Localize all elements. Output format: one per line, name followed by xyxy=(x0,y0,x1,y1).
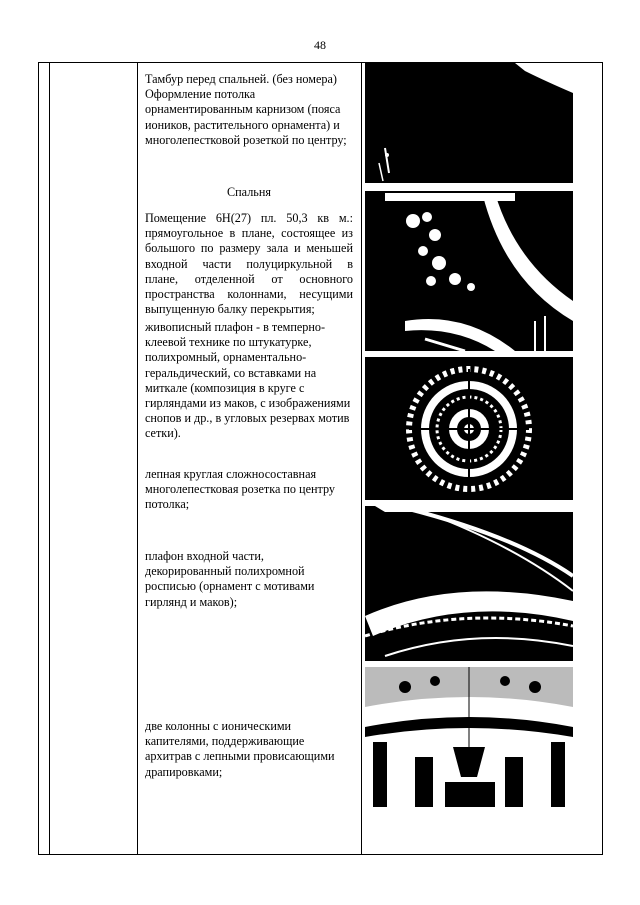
photo-ceiling-rosette xyxy=(365,357,573,500)
photo-bedroom-ceiling-corner xyxy=(365,191,573,351)
bedroom-heading: Спальня xyxy=(227,185,271,199)
column-divider xyxy=(137,63,138,854)
column-divider xyxy=(49,63,50,854)
photo-columns-chandelier xyxy=(365,667,573,807)
page-number: 48 xyxy=(314,38,326,52)
entry-entrance-ceiling: плафон входной части, декорированный полихромной росписью (орнамент с мотивами гирлянд и маков); xyxy=(145,549,315,609)
entry-rosette: лепная круглая сложносоставная многолепестковая розетка по центру потолка; xyxy=(145,467,336,512)
photo-entrance-ceiling xyxy=(365,506,573,661)
entry-painted-ceiling: живописный плафон - в темперно-клеевой технике по штукатурке, полихромный, орнаментально-геральдический, со вставками на миткале (композиция в круге с гирляндами из маков, с изображениями снопов и др., в угловых резервах мотив сетки). xyxy=(145,320,351,441)
entry-columns: две колонны с ионическими капителями, поддерживающие архитрав с лепными провисающими драпировками; xyxy=(145,719,335,779)
column-divider xyxy=(361,63,362,854)
entry-vestibule: Тамбур перед спальней. (без номера) Оформление потолка орнаментированным карнизом (пояса иоников, растительного орнамента) и многолепестковой розеткой по центру; xyxy=(145,72,347,147)
entry-room-description: Помещение 6Н(27) пл. 50,3 кв м.: прямоугольное в плане, состоящее из большого по размеру зала и меньшей входной части полуциркульной в плане, отделенной от основного пространства колоннами, несущими выпущенную балку перекрытия; xyxy=(145,211,353,317)
photo-vestibule-cornice xyxy=(365,63,573,183)
inventory-table xyxy=(38,62,603,855)
